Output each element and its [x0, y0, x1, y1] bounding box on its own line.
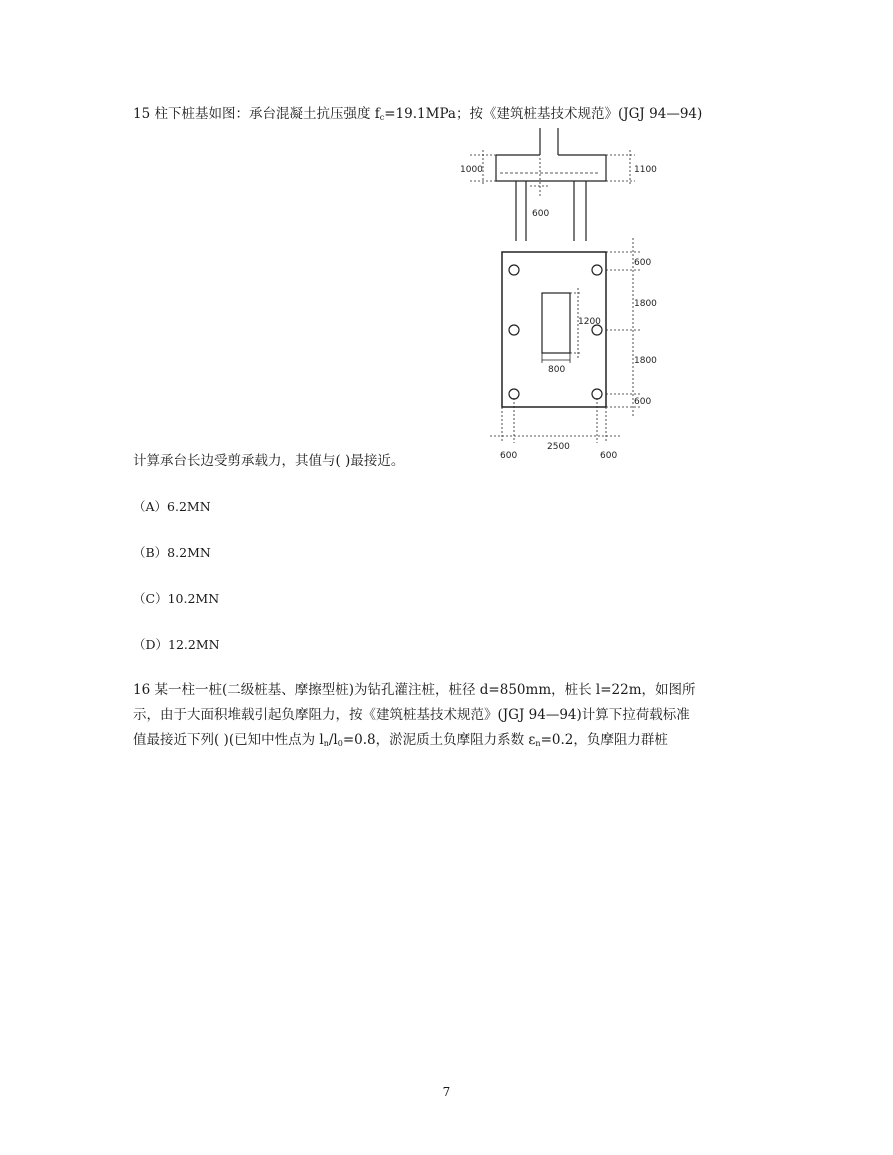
label-1800-b: 1800	[634, 356, 657, 366]
question-16-line-2: 示，由于大面积堆载引起负摩阻力，按《建筑桩基技术规范》(JGJ 94—94)计算下拉荷载标准	[133, 707, 690, 723]
label-1000: 1000	[460, 165, 483, 175]
col-dim	[542, 353, 570, 363]
dim-1100	[606, 150, 635, 186]
q16-l0-subscript: 0	[337, 739, 343, 748]
pile-elevation-right	[574, 181, 586, 241]
label-800-col: 800	[548, 365, 566, 375]
cap-elevation	[496, 155, 606, 181]
column-elevation	[540, 128, 558, 155]
option-a[interactable]: （A）6.2MN	[133, 499, 211, 514]
q16-l3-part3: =0.8，淤泥质土负摩阻力系数 ε	[342, 732, 536, 748]
question-15-text	[133, 104, 702, 128]
label-600-right: 600	[600, 451, 618, 461]
q16-l3-part2: /l	[328, 732, 338, 748]
pile-2	[592, 265, 602, 275]
plan-dims-bottom	[490, 398, 620, 443]
q16-en-subscript: n	[535, 739, 541, 748]
label-600-top: 600	[634, 258, 652, 268]
question-16-line-3	[133, 730, 668, 754]
q15-text-part1: 15 柱下桩基如图：承台混凝土抗压强度 f	[133, 106, 380, 122]
pile-6	[592, 389, 602, 399]
label-1100: 1100	[634, 165, 657, 175]
label-600-elev: 600	[532, 209, 550, 219]
question-15-prompt: 计算承台长边受剪承载力，其值与( )最接近。	[133, 453, 405, 469]
cap-plan-outline	[502, 252, 606, 407]
option-d[interactable]: （D）12.2MN	[133, 637, 220, 652]
section-dashed	[530, 158, 548, 198]
label-1800-a: 1800	[634, 299, 657, 309]
label-600-left: 600	[500, 451, 518, 461]
column-plan	[542, 293, 570, 353]
label-2500: 2500	[547, 442, 570, 452]
q16-l3-part4: =0.2，负摩阻力群桩	[540, 732, 668, 748]
pile-cap-figure	[450, 128, 657, 463]
label-1200: 1200	[578, 317, 601, 327]
q16-l3-part1: 值最接近下列( )(已知中性点为 l	[133, 732, 324, 748]
q15-text-part2: =19.1MPa；按《建筑桩基技术规范》(JGJ 94—94)	[384, 106, 703, 122]
pile-5	[509, 389, 519, 399]
q15-fc-subscript: c	[379, 113, 385, 122]
pile-3	[509, 325, 519, 335]
q16-ln-subscript: n	[323, 739, 329, 748]
option-b[interactable]: （B）8.2MN	[133, 545, 211, 560]
option-c[interactable]: （C）10.2MN	[133, 591, 220, 606]
page-number: 7	[442, 1085, 451, 1099]
pile-elevation-left	[516, 181, 526, 241]
pile-1	[509, 265, 519, 275]
label-600-bottom: 600	[634, 397, 652, 407]
question-16-line-1: 16 某一柱一桩(二级桩基、摩擦型桩)为钻孔灌注桩，桩径 d=850mm，桩长 l=22m，如图所	[133, 682, 696, 698]
